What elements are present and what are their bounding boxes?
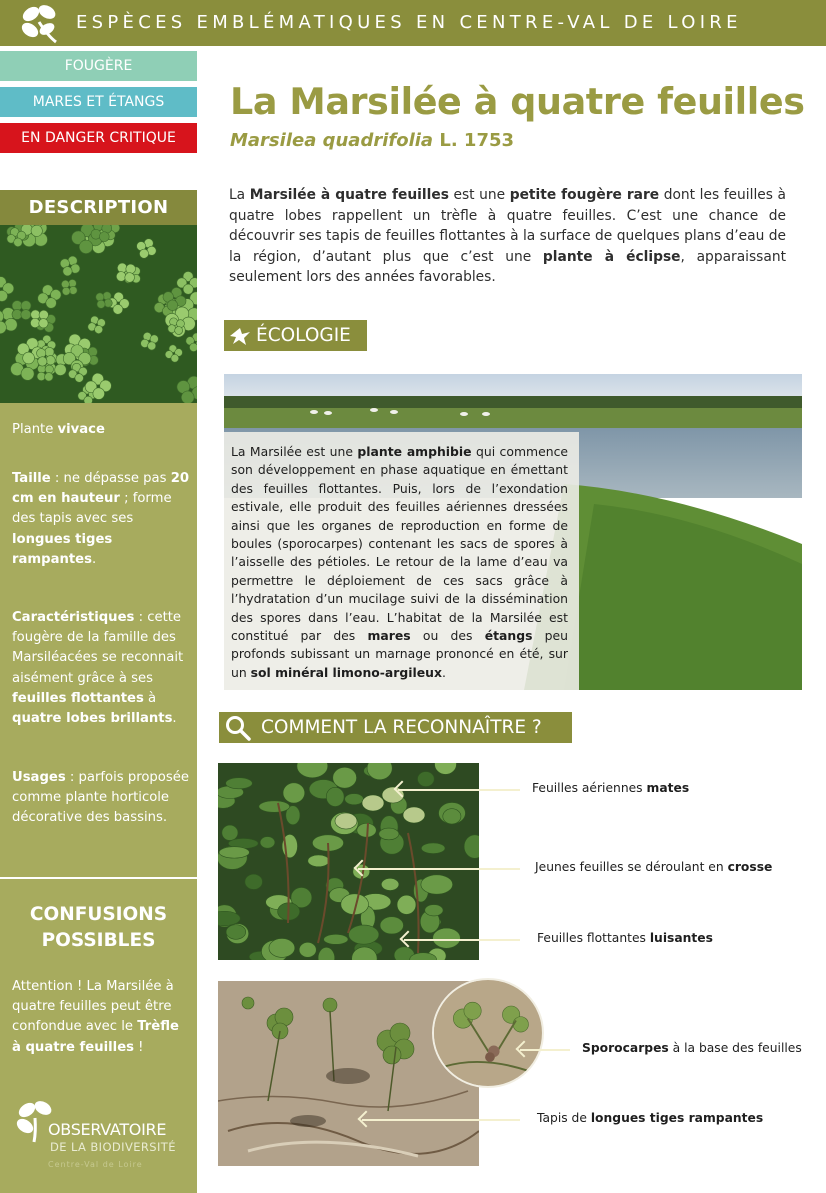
usages-text: Usages : parfois proposée comme plante horticole décorative des bassins.	[12, 770, 189, 826]
sidebar	[0, 190, 197, 1193]
tag-habitat: MARES ET ÉTANGS	[0, 87, 197, 117]
magnifier-icon	[225, 715, 251, 741]
observatoire-logo	[14, 1098, 184, 1178]
taille-text: Taille : ne dépasse pas 20 cm en hauteur ; forme des tapis avec ses longues tiges rampantes.	[12, 471, 190, 567]
ecologie-heading: ÉCOLOGIE	[224, 320, 367, 351]
vivace-text: Plante vivace	[12, 422, 105, 437]
description-heading: DESCRIPTION	[0, 190, 197, 225]
confusions-text: Attention ! La Marsilée à quatre feuilles peut être confondue avec le Trèfle à quatre feuilles !	[12, 979, 179, 1055]
bird-icon	[228, 324, 252, 347]
banner-title: ESPÈCES EMBLÉMATIQUES EN CENTRE-VAL DE LOIRE	[76, 12, 742, 33]
observatoire-logo-line3: Centre-Val de Loire	[48, 1160, 143, 1169]
sporocarpes-closeup-photo	[432, 978, 544, 1088]
observatoire-logo-line2: DE LA BIODIVERSITÉ	[50, 1140, 176, 1154]
label-tiges-rampantes: Tapis de longues tiges rampantes	[537, 1111, 764, 1125]
label-feuilles-aeriennes: Feuilles aériennes mates	[532, 781, 690, 795]
scientific-name-author: L. 1753	[439, 130, 515, 151]
pointer-sporocarpes	[520, 1049, 570, 1051]
tag-category: FOUGÈRE	[0, 51, 197, 81]
leaf-logo-icon	[18, 2, 62, 44]
clover-leaves-photo	[0, 225, 197, 403]
scientific-name	[230, 130, 514, 151]
label-sporocarpes: Sporocarpes à la base des feuilles	[582, 1041, 802, 1055]
pointer-feuilles-aeriennes	[398, 789, 520, 791]
confusions-heading: CONFUSIONS POSSIBLES	[29, 904, 168, 951]
label-feuilles-flottantes: Feuilles flottantes luisantes	[537, 931, 713, 945]
page-title: La Marsilée à quatre feuilles	[230, 80, 805, 123]
pointer-feuilles-flottantes	[404, 939, 520, 941]
label-jeunes-feuilles: Jeunes feuilles se déroulant en crosse	[535, 860, 773, 874]
marsilea-leaves-photo	[218, 763, 479, 960]
tag-status: EN DANGER CRITIQUE	[0, 123, 197, 153]
sidebar-divider	[0, 877, 197, 879]
caracteristiques-text: Caractéristiques : cette fougère de la famille des Marsiléacées se reconnait aisément grâce à ses feuilles flottantes à quatre lobes brillants.	[12, 610, 184, 727]
pointer-tiges-rampantes	[362, 1119, 520, 1121]
header-banner	[0, 0, 826, 46]
observatoire-logo-line1: OBSERVATOIRE	[48, 1120, 167, 1139]
reconnaitre-heading: COMMENT LA RECONNAÎTRE ?	[219, 712, 572, 743]
ecologie-paragraph: La Marsilée est une plante amphibie qui commence son développement en phase aquatique en émettant des feuilles flottantes. Puis, lors de l’exondation estivale, elle produit des feuilles aériennes dressées ainsi que les organes de reproduction en forme de boules (sporocarpes) contenant les sacs de spores à l’aisselle des pétioles. Le retour de la lame d’eau va permettre le déploiement de ces sacs grâce à l’hydratation d’un mucilage suivi de la dissémination des spores dans l’eau. L’habitat de la Marsilée est constitué par des mares ou des étangs peu profonds subissant un marnage prononcé en été, sur un sol minéral limono-argileux.	[231, 444, 569, 680]
scientific-name-latin: Marsilea quadrifolia	[230, 130, 434, 151]
intro-paragraph: La Marsilée à quatre feuilles est une petite fougère rare dont les feuilles à quatre lobes rappellent un trèfle à quatre feuilles. C’est une chance de découvrir ses tapis de feuilles flottantes à la surface de quelques plans d’eau de la région, d’autant plus que c’est une plante à éclipse, apparaissant seulement lors des années favorables.	[229, 187, 786, 286]
pointer-jeunes-feuilles	[358, 868, 520, 870]
